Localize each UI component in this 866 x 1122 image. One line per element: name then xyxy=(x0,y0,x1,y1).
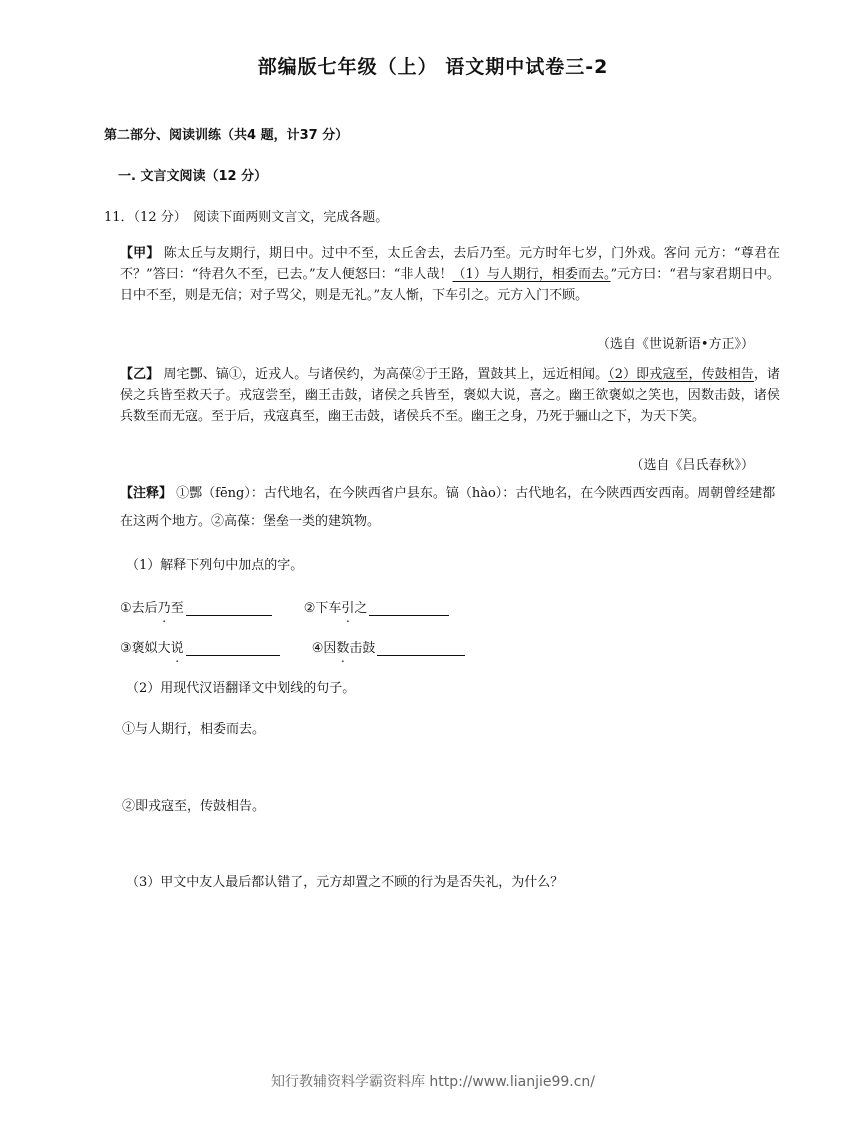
item-number: ① xyxy=(120,601,132,616)
passage-jia-underlined: （1）与人期行，相委而去。 xyxy=(452,267,611,282)
item-pre: 下车 xyxy=(315,601,342,616)
annotation-tag: 【注释】 xyxy=(120,486,173,501)
dotted-char: 数 . xyxy=(336,637,349,656)
blank-item-3 xyxy=(120,637,280,656)
sub-question-2: （2）用现代汉语翻译文中划线的句子。 xyxy=(126,681,356,696)
blank-item-2 xyxy=(304,597,450,616)
passage-yi-underlined: （2）即戎寇至，传鼓相告 xyxy=(608,367,754,382)
passage-jia-text-a: 陈太丘与友期行，期日中。过中不至，太丘舍去，去后乃至。元方时年七岁，门外戏。客问 元方：“尊君在不？”答曰：“待君久不至，已去。”友人便怒曰：“非人哉！ xyxy=(120,246,780,282)
item-number: ③ xyxy=(120,641,132,656)
question-stem: 11．（12 分） 阅读下面两则文言文，完成各题。 xyxy=(104,210,389,225)
sub-question-3: （3）甲文中友人最后都认错了，元方却置之不顾的行为是否失礼，为什么？ xyxy=(126,875,564,890)
item-post: 之 xyxy=(354,601,368,616)
passage-yi-source: （选自《吕氏春秋》） xyxy=(630,458,754,473)
footer-watermark: 知行教辅资料学霸资料库 http://www.lianjie99.cn/ xyxy=(270,1074,596,1090)
dotted-char: 乃 . xyxy=(158,597,171,616)
dotted-char: 引 . xyxy=(341,597,354,616)
item-pre: 因 xyxy=(323,641,337,656)
blank-row-1 xyxy=(120,597,449,616)
passage-yi-text-a: 周宅酆、镐①，近戎人。与诸侯约，为高葆②于王路，置鼓其上，远近相闻。 xyxy=(163,367,609,382)
item-post: 至 xyxy=(170,601,184,616)
passage-yi-tag: 【乙】 xyxy=(120,367,160,382)
item-pre: 褒姒大 xyxy=(131,641,171,656)
answer-blank-1[interactable] xyxy=(186,601,272,616)
answer-blank-2[interactable] xyxy=(369,601,449,616)
answer-blank-4[interactable] xyxy=(377,641,465,656)
passage-yi-text-b: ，诸侯之兵皆至救天子。戎寇尝至，幽王击鼓，诸侯之兵皆至，褒姒大说，喜之。幽王欲褒姒之笑也，因数击鼓，诸侯兵数至而无寇。至于后，戎寇真至，幽王击鼓，诸侯兵不至。幽王之身，乃死于骊山之下，为天下笑。 xyxy=(120,367,780,424)
answer-blank-3[interactable] xyxy=(186,641,280,656)
translate-sentence-1: ①与人期行，相委而去。 xyxy=(122,722,266,737)
blank-row-2 xyxy=(120,637,465,656)
passage-yi xyxy=(120,364,780,427)
dotted-char: 说 . xyxy=(171,637,184,656)
passage-jia-text-b: ”元方曰：“君与家君期日中。日中不至，则是无信；对子骂父，则是无礼。”友人惭，下车引之。元方入门不顾。 xyxy=(120,267,780,303)
blank-item-4 xyxy=(312,637,466,656)
passage-jia xyxy=(120,243,780,306)
item-pre: 去后 xyxy=(131,601,158,616)
passage-jia-tag: 【甲】 xyxy=(120,246,160,261)
item-number: ② xyxy=(303,601,316,616)
blank-item-1 xyxy=(120,597,272,616)
item-post: 击鼓 xyxy=(349,641,376,656)
section-heading: 第二部分、阅读训练（共4 题，计37 分） xyxy=(104,128,349,143)
sub-question-1: （1）解释下列句中加点的字。 xyxy=(126,558,304,573)
annotation-text: ①酆（fēng）：古代地名，在今陕西省户县东。镐（hào）：古代地名，在今陕西西安西南。周朝曾经建都在这两个地方。②高葆：堡垒一类的建筑物。 xyxy=(120,486,776,529)
subsection-heading: 一. 文言文阅读（12 分） xyxy=(118,169,268,184)
translate-sentence-2: ②即戎寇至，传鼓相告。 xyxy=(122,799,266,814)
passage-jia-source: （选自《世说新语•方正》） xyxy=(596,337,754,352)
page-title: 部编版七年级（上） 语文期中试卷三-2 xyxy=(257,56,609,78)
item-number: ④ xyxy=(311,641,324,656)
annotation xyxy=(120,480,780,536)
